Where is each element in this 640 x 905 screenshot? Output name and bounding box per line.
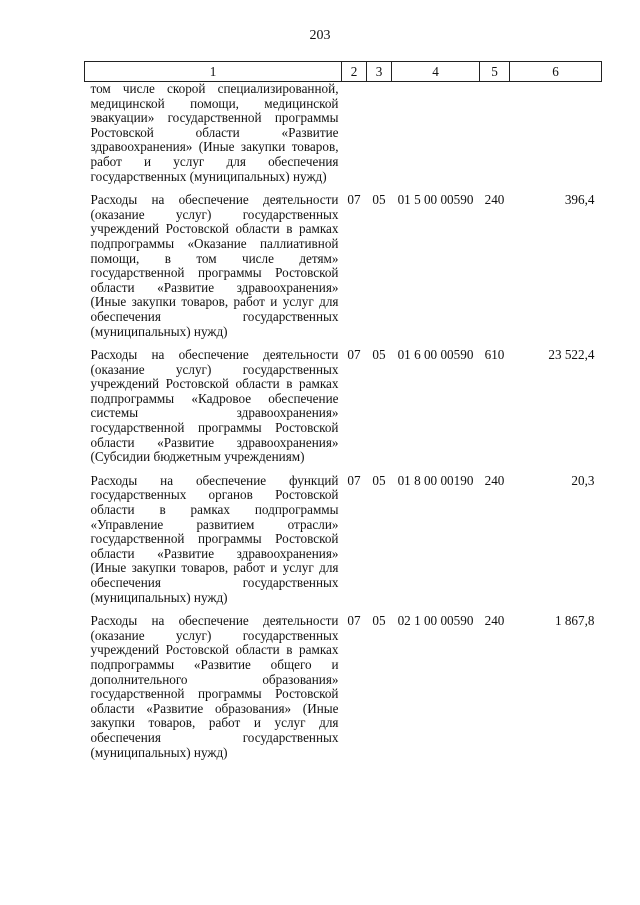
row-target-code: 01 8 00 00190 bbox=[397, 472, 474, 488]
row-description: Расходы на обеспечение деятельности (оказание услуг) государственных учреждений Ростовской области в рамках подпрограммы «Оказание паллиативной помощи, в том числе детям» государственной программы Ростовской области «Развитие здравоохранения» (Иные закупки товаров, работ и услуг для обеспечения государственных (муниципальных) нужд) bbox=[90, 192, 339, 339]
row-section: 07 bbox=[347, 347, 361, 363]
row-subsection: 05 bbox=[372, 472, 386, 488]
header-col-3: 3 bbox=[367, 62, 392, 82]
row-section: 07 bbox=[347, 192, 361, 208]
header-col-4: 4 bbox=[392, 62, 480, 82]
row-description: Расходы на обеспечение функций государственных органов Ростовской области в рамках подпрограммы «Управление развитием отрасли» государственной программы Ростовской области «Развитие здравоохранения» (Иные закупки товаров, работ и услуг для обеспечения государственных (муниципальных) нужд) bbox=[90, 472, 339, 605]
row-target-code: 01 6 00 00590 bbox=[397, 347, 474, 363]
row-subsection bbox=[367, 82, 392, 194]
header-col-2: 2 bbox=[342, 62, 367, 82]
row-expense-type bbox=[480, 82, 510, 194]
row-description: Расходы на обеспечение деятельности (оказание услуг) государственных учреждений Ростовской области в рамках подпрограммы «Кадровое обеспечение системы здравоохранения» государственной программы Ростовской области «Развитие здравоохранения» (Субсидии бюджетным учреждениям) bbox=[90, 347, 339, 465]
row-subsection: 05 bbox=[372, 347, 386, 363]
row-target-code: 02 1 00 00590 bbox=[397, 613, 474, 629]
header-col-1: 1 bbox=[85, 62, 342, 82]
row-expense-type: 240 bbox=[484, 472, 505, 488]
table-row bbox=[85, 82, 602, 194]
row-section bbox=[342, 82, 367, 194]
row-amount: 23 522,4 bbox=[548, 347, 595, 363]
row-amount: 20,3 bbox=[571, 472, 595, 488]
table-row bbox=[85, 348, 602, 474]
row-description: том числе скорой специализированной, медицинской помощи, медицинской эвакуации» государственной программы Ростовской области «Развитие здравоохранения» (Иные закупки товаров, работ и услуг для обеспечения государственных (муниципальных) нужд) bbox=[90, 81, 339, 184]
table-row bbox=[85, 193, 602, 348]
table-row bbox=[85, 614, 602, 769]
row-expense-type: 240 bbox=[484, 192, 505, 208]
row-expense-type: 240 bbox=[484, 613, 505, 629]
row-section: 07 bbox=[347, 472, 361, 488]
row-subsection: 05 bbox=[372, 613, 386, 629]
page-number: 203 bbox=[309, 28, 331, 43]
budget-table bbox=[84, 61, 602, 769]
header-col-5: 5 bbox=[480, 62, 510, 82]
row-amount bbox=[510, 82, 602, 194]
row-subsection: 05 bbox=[372, 192, 386, 208]
row-target-code: 01 5 00 00590 bbox=[397, 192, 474, 208]
row-expense-type: 610 bbox=[484, 347, 505, 363]
row-amount: 396,4 bbox=[564, 192, 595, 208]
row-section: 07 bbox=[347, 613, 361, 629]
table-row bbox=[85, 474, 602, 614]
row-description: Расходы на обеспечение деятельности (оказание услуг) государственных учреждений Ростовской области в рамках подпрограммы «Развитие общего и дополнительного образования» государственной программы Ростовской области «Развитие образования» (Иные закупки товаров, работ и услуг для обеспечения государственных (муниципальных) нужд) bbox=[90, 613, 339, 760]
table-header-row bbox=[85, 62, 602, 82]
row-target-code bbox=[392, 82, 480, 194]
row-amount: 1 867,8 bbox=[554, 613, 595, 629]
header-col-6: 6 bbox=[510, 62, 602, 82]
